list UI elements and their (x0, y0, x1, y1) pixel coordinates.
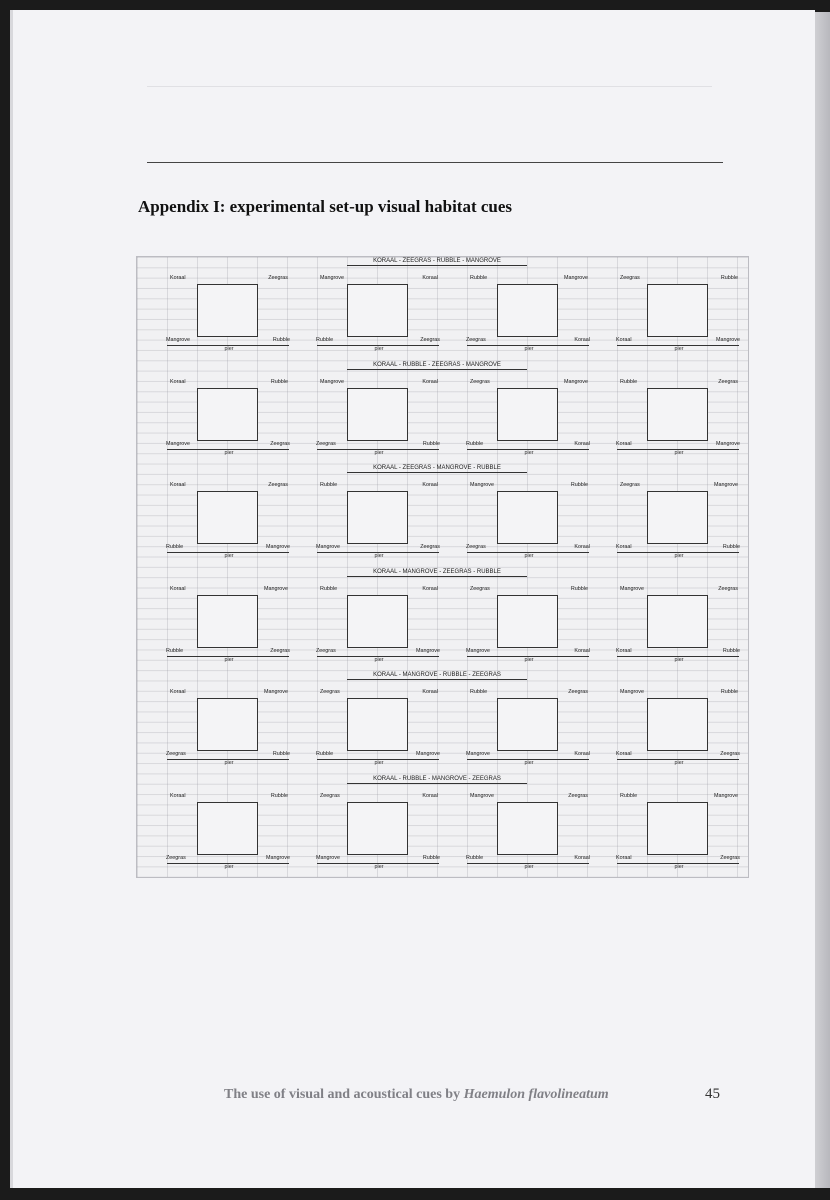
bottom-left-habitat: Koraal (616, 751, 632, 757)
top-left-habitat: Zeegras (470, 586, 490, 592)
bottom-right-habitat: Rubble (422, 441, 440, 447)
tank-cell (468, 586, 590, 672)
bottom-right-habitat: Zeegras (420, 544, 440, 550)
tank-cell (468, 793, 590, 879)
bottom-left-habitat: Koraal (616, 337, 632, 343)
pier-label: pier (374, 864, 384, 870)
bottom-left-habitat: Mangrove (166, 337, 190, 343)
tank-square (497, 595, 558, 648)
tank-square (197, 491, 258, 544)
top-left-habitat: Zeegras (620, 482, 640, 488)
top-left-habitat: Zeegras (470, 379, 490, 385)
top-left-habitat: Rubble (620, 793, 638, 799)
pier-label: pier (374, 346, 384, 352)
pier-label: pier (374, 450, 384, 456)
pier-label: pier (224, 657, 234, 663)
tank-cell (318, 689, 440, 775)
tank-cell (618, 689, 740, 775)
tank-cell (318, 586, 440, 672)
bottom-right-habitat: Mangrove (716, 337, 740, 343)
top-right-habitat: Rubble (720, 689, 738, 695)
tank-square (497, 491, 558, 544)
bottom-left-habitat: Rubble (466, 441, 484, 447)
tank-square (347, 698, 408, 751)
row-title: KORAAL - MANGROVE - RUBBLE - ZEEGRAS (347, 671, 527, 680)
top-right-habitat: Mangrove (714, 482, 738, 488)
tank-cell (168, 379, 290, 465)
tank-cell (318, 275, 440, 361)
bottom-left-habitat: Rubble (466, 855, 484, 861)
bottom-left-habitat: Mangrove (166, 441, 190, 447)
bleed-through-rule (147, 86, 712, 87)
bottom-left-habitat: Koraal (616, 441, 632, 447)
footer-species: Haemulon flavolineatum (463, 1087, 609, 1102)
pier-label: pier (524, 657, 534, 663)
tank-square (197, 698, 258, 751)
bottom-right-habitat: Rubble (272, 751, 290, 757)
tank-square (197, 802, 258, 855)
top-left-habitat: Mangrove (470, 482, 494, 488)
top-left-habitat: Rubble (620, 379, 638, 385)
top-right-habitat: Zeegras (568, 793, 588, 799)
bottom-right-habitat: Mangrove (416, 648, 440, 654)
pier-label: pier (224, 450, 234, 456)
top-right-habitat: Mangrove (564, 275, 588, 281)
top-right-habitat: Mangrove (264, 689, 288, 695)
tank-cell (618, 379, 740, 465)
top-left-habitat: Zeegras (620, 275, 640, 281)
bottom-left-habitat: Zeegras (316, 648, 336, 654)
tank-cell (318, 379, 440, 465)
top-left-habitat: Koraal (170, 689, 186, 695)
top-left-habitat: Koraal (170, 275, 186, 281)
pier-label: pier (224, 553, 234, 559)
bottom-left-habitat: Zeegras (466, 544, 486, 550)
pier-label: pier (374, 760, 384, 766)
top-right-habitat: Koraal (422, 275, 438, 281)
bottom-right-habitat: Koraal (574, 337, 590, 343)
bottom-left-habitat: Zeegras (316, 441, 336, 447)
top-left-habitat: Rubble (320, 586, 338, 592)
tank-square (197, 284, 258, 337)
pier-label: pier (674, 450, 684, 456)
tank-square (347, 388, 408, 441)
bottom-left-habitat: Mangrove (316, 855, 340, 861)
bottom-left-habitat: Zeegras (166, 855, 186, 861)
tank-square (647, 491, 708, 544)
header-rule (147, 162, 723, 163)
bottom-left-habitat: Rubble (316, 337, 334, 343)
page-number: 45 (705, 1086, 720, 1102)
top-right-habitat: Koraal (422, 586, 438, 592)
pier-label: pier (224, 864, 234, 870)
tank-cell (168, 689, 290, 775)
tank-square (347, 284, 408, 337)
bottom-left-habitat: Zeegras (166, 751, 186, 757)
tank-square (497, 698, 558, 751)
pier-label: pier (524, 450, 534, 456)
row-title: KORAAL - RUBBLE - ZEEGRAS - MANGROVE (347, 361, 527, 370)
tank-square (497, 388, 558, 441)
top-right-habitat: Rubble (570, 586, 588, 592)
top-right-habitat: Koraal (422, 689, 438, 695)
top-left-habitat: Zeegras (320, 793, 340, 799)
top-left-habitat: Mangrove (620, 689, 644, 695)
tank-cell (168, 482, 290, 568)
top-right-habitat: Zeegras (268, 275, 288, 281)
bottom-left-habitat: Rubble (166, 648, 184, 654)
top-left-habitat: Mangrove (320, 379, 344, 385)
top-left-habitat: Rubble (470, 689, 488, 695)
top-left-habitat: Koraal (170, 586, 186, 592)
pier-label: pier (224, 346, 234, 352)
tank-cell (168, 586, 290, 672)
bottom-right-habitat: Mangrove (416, 751, 440, 757)
footer-text: The use of visual and acoustical cues by (224, 1087, 464, 1102)
tank-square (197, 388, 258, 441)
bottom-right-habitat: Zeegras (270, 441, 290, 447)
tank-square (647, 698, 708, 751)
bottom-left-habitat: Koraal (616, 855, 632, 861)
pier-label: pier (374, 657, 384, 663)
tank-square (647, 284, 708, 337)
tank-square (347, 595, 408, 648)
top-left-habitat: Rubble (470, 275, 488, 281)
top-right-habitat: Zeegras (568, 689, 588, 695)
top-right-habitat: Zeegras (268, 482, 288, 488)
bottom-right-habitat: Koraal (574, 648, 590, 654)
top-left-habitat: Koraal (170, 793, 186, 799)
tank-square (647, 388, 708, 441)
bottom-right-habitat: Koraal (574, 544, 590, 550)
top-left-habitat: Rubble (320, 482, 338, 488)
pier-label: pier (674, 864, 684, 870)
top-right-habitat: Rubble (270, 793, 288, 799)
bottom-right-habitat: Zeegras (270, 648, 290, 654)
tank-cell (318, 482, 440, 568)
tank-cell (618, 482, 740, 568)
top-left-habitat: Mangrove (620, 586, 644, 592)
tank-cell (468, 379, 590, 465)
bottom-right-habitat: Rubble (722, 544, 740, 550)
top-right-habitat: Rubble (570, 482, 588, 488)
top-left-habitat: Zeegras (320, 689, 340, 695)
bottom-left-habitat: Koraal (616, 544, 632, 550)
bottom-left-habitat: Koraal (616, 648, 632, 654)
top-right-habitat: Rubble (270, 379, 288, 385)
bottom-right-habitat: Zeegras (720, 855, 740, 861)
pier-label: pier (674, 760, 684, 766)
running-footer (224, 1087, 609, 1103)
top-right-habitat: Mangrove (714, 793, 738, 799)
pier-label: pier (374, 553, 384, 559)
row-title: KORAAL - ZEEGRAS - RUBBLE - MANGROVE (347, 257, 527, 266)
tank-square (647, 595, 708, 648)
top-right-habitat: Zeegras (718, 586, 738, 592)
pier-label: pier (524, 864, 534, 870)
top-right-habitat: Mangrove (564, 379, 588, 385)
tank-square (197, 595, 258, 648)
bottom-right-habitat: Zeegras (720, 751, 740, 757)
page-left-edge (10, 10, 13, 1188)
top-left-habitat: Mangrove (470, 793, 494, 799)
top-left-habitat: Koraal (170, 379, 186, 385)
tank-square (497, 284, 558, 337)
pier-label: pier (524, 760, 534, 766)
bottom-right-habitat: Koraal (574, 751, 590, 757)
bottom-left-habitat: Rubble (166, 544, 184, 550)
top-right-habitat: Rubble (720, 275, 738, 281)
row-title: KORAAL - MANGROVE - ZEEGRAS - RUBBLE (347, 568, 527, 577)
tank-cell (468, 482, 590, 568)
tank-cell (618, 586, 740, 672)
bottom-right-habitat: Rubble (722, 648, 740, 654)
pier-label: pier (674, 657, 684, 663)
top-right-habitat: Koraal (422, 482, 438, 488)
top-right-habitat: Zeegras (718, 379, 738, 385)
tank-square (347, 491, 408, 544)
pier-label: pier (524, 553, 534, 559)
bottom-left-habitat: Mangrove (466, 751, 490, 757)
tank-square (497, 802, 558, 855)
tank-cell (468, 275, 590, 361)
tank-cell (168, 793, 290, 879)
tank-square (647, 802, 708, 855)
pier-label: pier (674, 346, 684, 352)
tank-cell (618, 793, 740, 879)
bottom-right-habitat: Zeegras (420, 337, 440, 343)
top-right-habitat: Mangrove (264, 586, 288, 592)
bottom-right-habitat: Mangrove (266, 544, 290, 550)
bottom-left-habitat: Mangrove (316, 544, 340, 550)
bottom-right-habitat: Rubble (272, 337, 290, 343)
row-title: KORAAL - ZEEGRAS - MANGROVE - RUBBLE (347, 464, 527, 473)
bottom-left-habitat: Mangrove (466, 648, 490, 654)
bottom-right-habitat: Rubble (422, 855, 440, 861)
bottom-right-habitat: Mangrove (266, 855, 290, 861)
top-right-habitat: Koraal (422, 793, 438, 799)
page-heading: Appendix I: experimental set-up visual habitat cues (138, 197, 513, 216)
pier-label: pier (674, 553, 684, 559)
tank-square (347, 802, 408, 855)
bottom-right-habitat: Mangrove (716, 441, 740, 447)
row-title: KORAAL - RUBBLE - MANGROVE - ZEEGRAS (347, 775, 527, 784)
bottom-left-habitat: Rubble (316, 751, 334, 757)
bottom-right-habitat: Koraal (574, 855, 590, 861)
tank-cell (168, 275, 290, 361)
habitat-setup-grid (136, 256, 749, 878)
top-left-habitat: Koraal (170, 482, 186, 488)
tank-cell (318, 793, 440, 879)
tank-cell (618, 275, 740, 361)
bottom-left-habitat: Zeegras (466, 337, 486, 343)
pier-label: pier (524, 346, 534, 352)
tank-cell (468, 689, 590, 775)
pier-label: pier (224, 760, 234, 766)
top-right-habitat: Koraal (422, 379, 438, 385)
facing-page-edge (815, 12, 830, 1188)
bottom-right-habitat: Koraal (574, 441, 590, 447)
top-left-habitat: Mangrove (320, 275, 344, 281)
